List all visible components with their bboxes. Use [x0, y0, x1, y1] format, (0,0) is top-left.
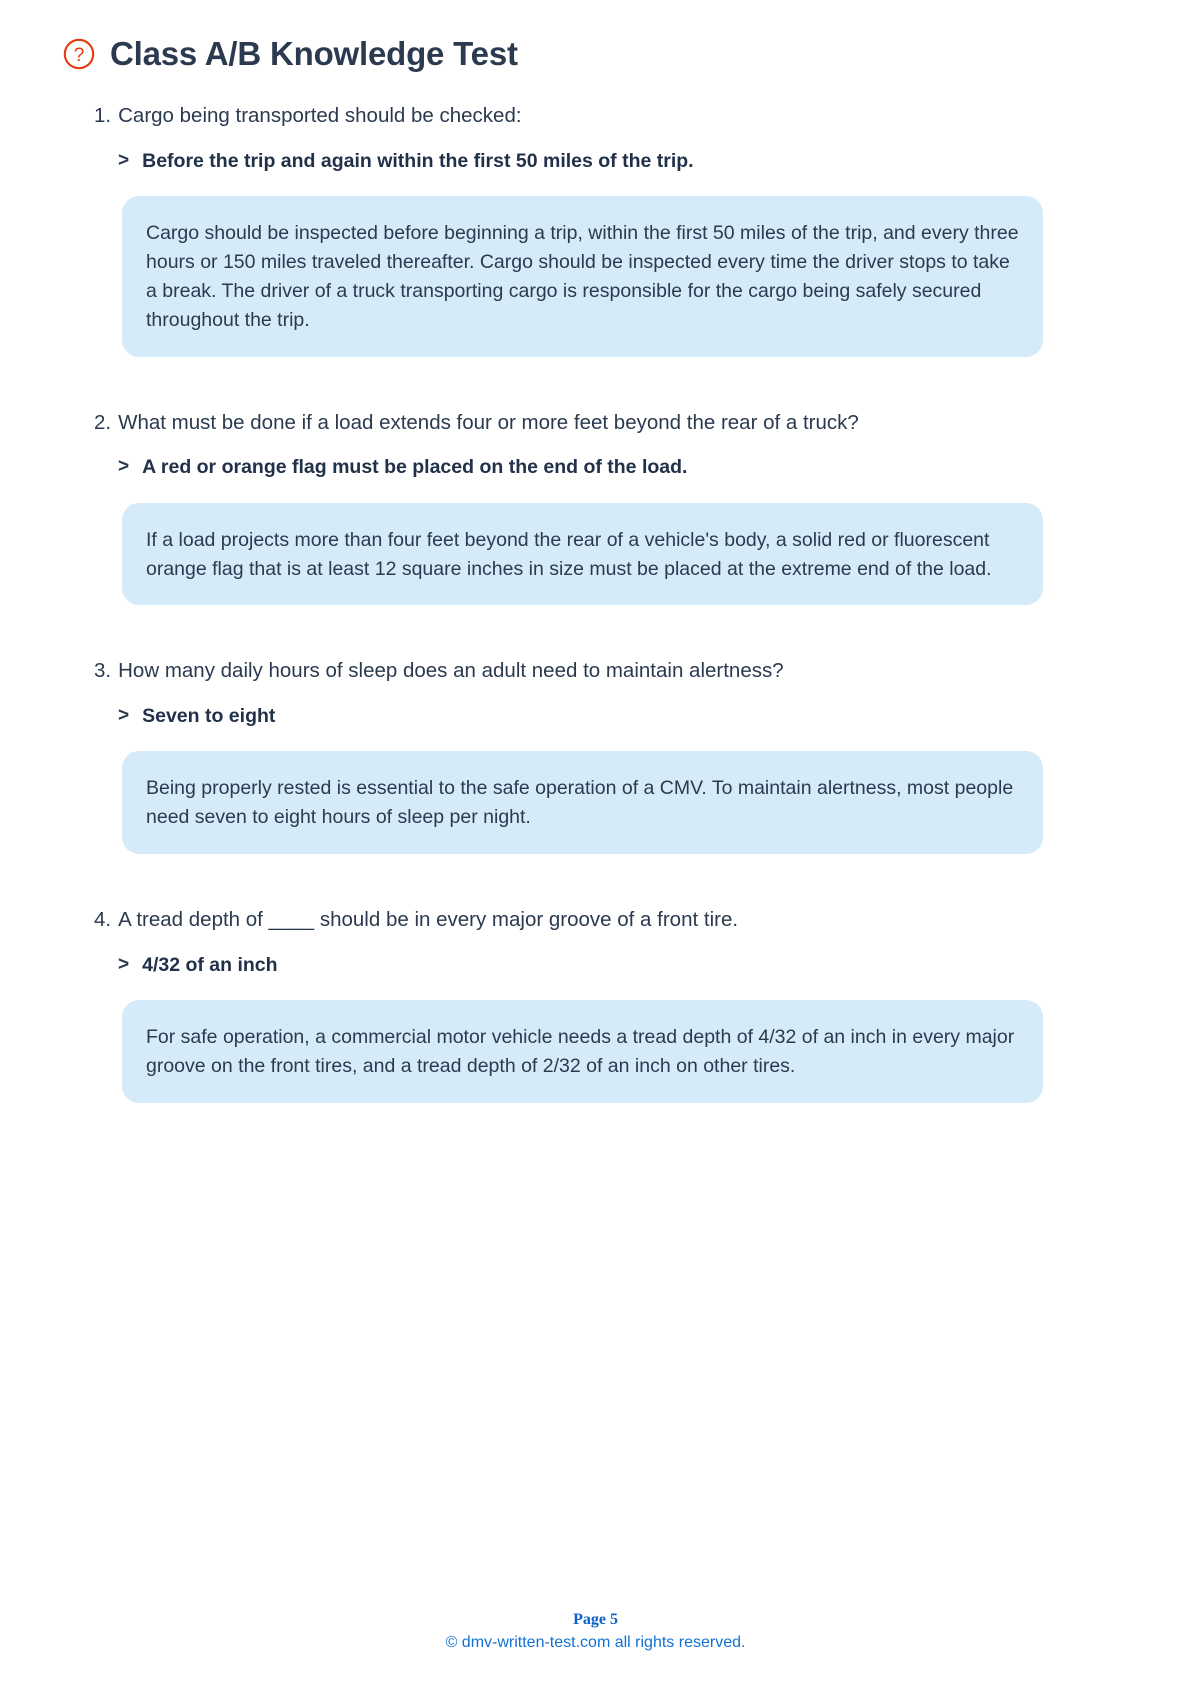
answer-marker-icon: >	[118, 705, 130, 727]
question-text: A tread depth of ____ should be in every major groove of a front tire.	[118, 908, 739, 932]
answer-text: Before the trip and again within the first 50 miles of the trip.	[142, 149, 694, 172]
page-footer	[0, 1610, 1191, 1654]
question-text: How many daily hours of sleep does an adult need to maintain alertness?	[118, 659, 784, 683]
question-row	[0, 102, 1191, 130]
answer-marker-icon: >	[118, 953, 130, 975]
question-text: What must be done if a load extends four or more feet beyond the rear of a truck?	[118, 410, 859, 434]
page-title: Class A/B Knowledge Test	[110, 35, 518, 72]
svg-text:?: ?	[73, 45, 85, 67]
question-block	[0, 906, 1191, 1103]
question-number: 1.	[94, 104, 112, 128]
answer-row	[0, 454, 1191, 480]
explanation-text: If a load projects more than four feet beyond the rear of a vehicle's body, a solid red or fluorescent orange flag that is at least 12 square inches in size must be placed at the extreme end of the load.	[146, 528, 992, 580]
question-block	[0, 102, 1191, 356]
explanation-box	[122, 1000, 1043, 1103]
page-header	[0, 0, 1191, 72]
answer-text: Seven to eight	[142, 705, 276, 728]
question-number: 4.	[94, 908, 112, 932]
answer-text: A red or orange flag must be placed on the end of the load.	[142, 456, 688, 479]
answer-row	[0, 703, 1191, 729]
question-text: Cargo being transported should be checked:	[118, 104, 522, 128]
answer-text: 4/32 of an inch	[142, 953, 278, 976]
explanation-text: Cargo should be inspected before beginning a trip, within the first 50 miles of the trip, and every three hours or 150 miles traveled thereafter. Cargo should be inspected every time the driver stops to take a break. The driver of a truck transporting cargo is responsible for the cargo being safely secured throughout the trip.	[146, 222, 1019, 331]
page-number: Page 5	[573, 1611, 618, 1629]
question-row	[0, 409, 1191, 437]
explanation-box	[122, 751, 1043, 854]
answer-row	[0, 148, 1191, 174]
question-number: 3.	[94, 659, 112, 683]
answer-marker-icon: >	[118, 456, 130, 478]
explanation-text: Being properly rested is essential to the safe operation of a CMV. To maintain alertness, most people need seven to eight hours of sleep per night.	[146, 777, 1014, 829]
question-row	[0, 906, 1191, 934]
explanation-text: For safe operation, a commercial motor vehicle needs a tread depth of 4/32 of an inch in every major groove on the front tires, and a tread depth of 2/32 of an inch on other tires.	[146, 1026, 1015, 1077]
explanation-box	[122, 503, 1043, 606]
explanation-box	[122, 196, 1043, 356]
question-block	[0, 657, 1191, 854]
answer-marker-icon: >	[118, 149, 130, 171]
answer-row	[0, 952, 1191, 978]
question-block	[0, 409, 1191, 606]
question-circle-icon	[62, 37, 96, 71]
copyright-link[interactable]: © dmv-written-test.com all rights reserved.	[445, 1634, 746, 1652]
question-row	[0, 657, 1191, 685]
questions-list	[0, 102, 1191, 1103]
question-number: 2.	[94, 410, 112, 434]
